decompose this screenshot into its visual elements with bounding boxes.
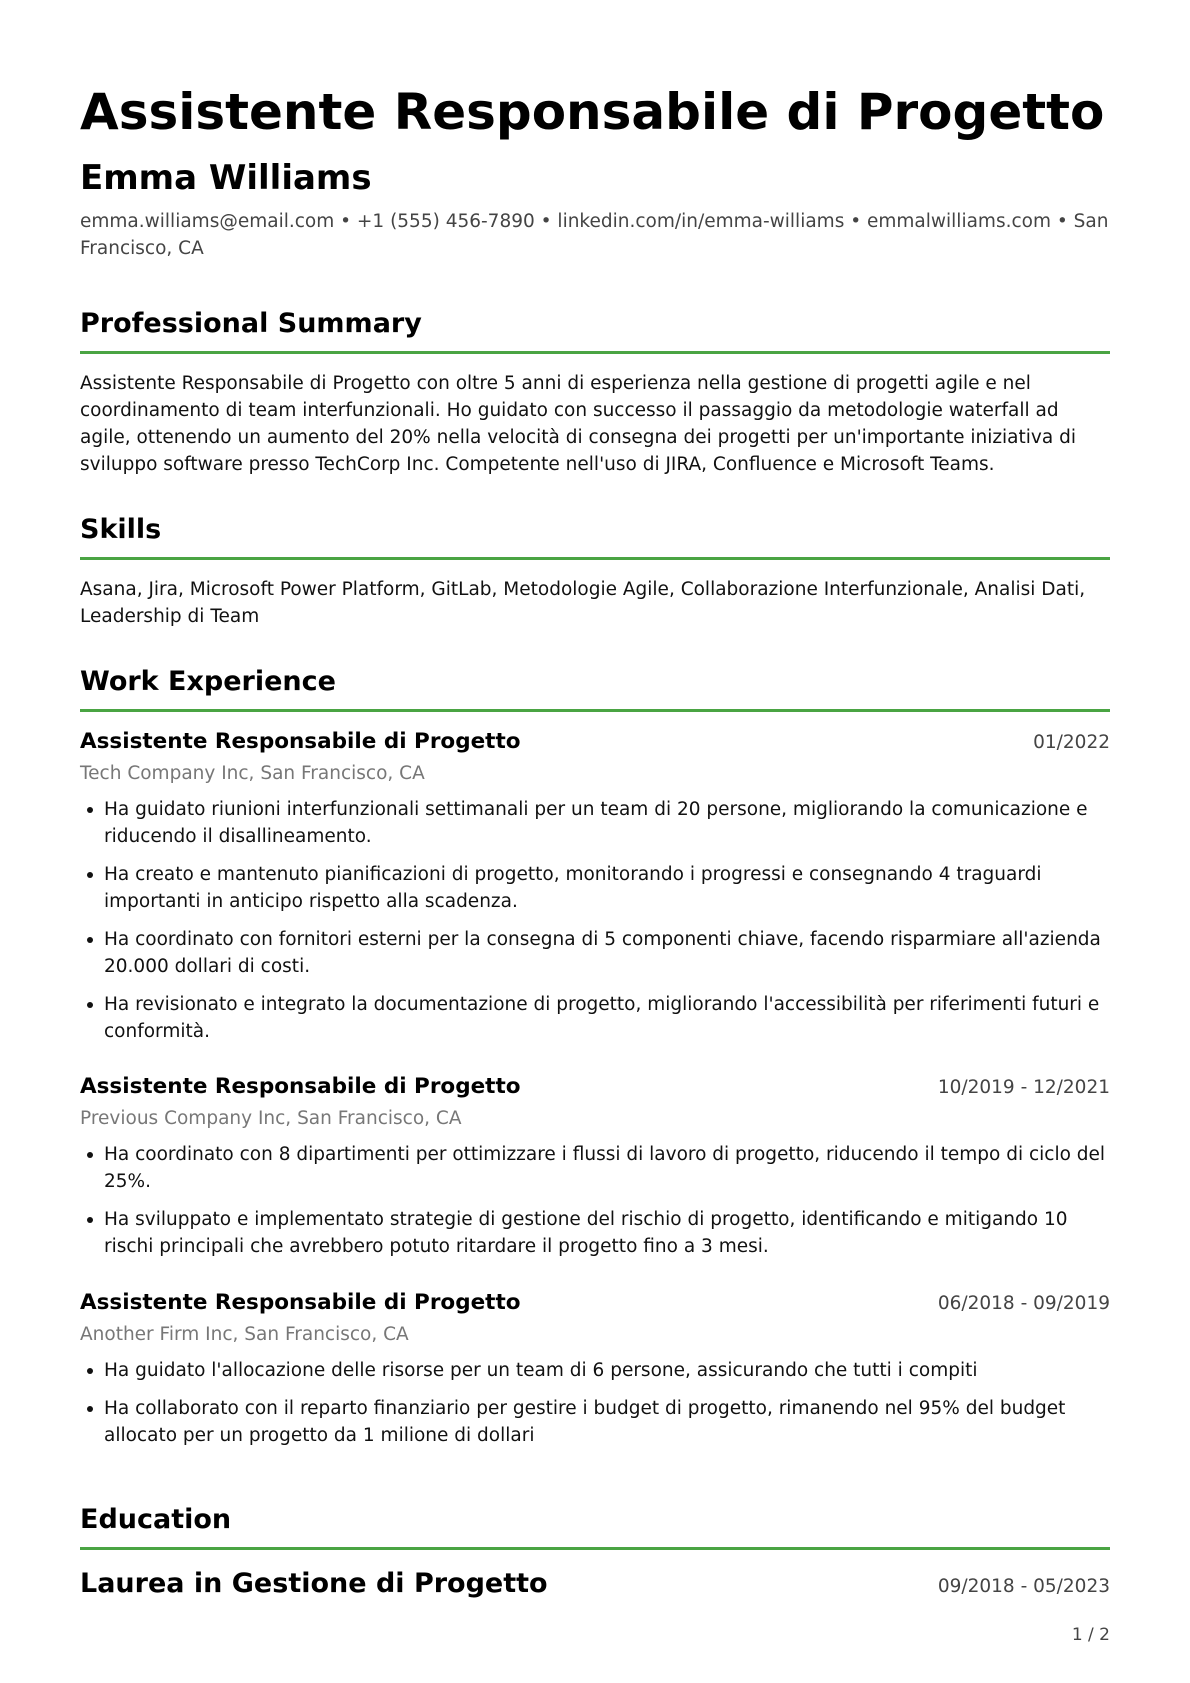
job-entry (80, 1072, 1110, 1271)
job-entry (80, 727, 1110, 1056)
bullet-item: Ha coordinato con 8 dipartimenti per ottimizzare i flussi di lavoro di progetto, riducendo il tempo di ciclo del 25%. (80, 1141, 1110, 1195)
job-title: Assistente Responsabile di Progetto (80, 729, 521, 754)
resume-title: Assistente Responsabile di Progetto (80, 83, 1105, 141)
job-date: 01/2022 (1033, 732, 1110, 753)
job-title: Assistente Responsabile di Progetto (80, 1290, 521, 1315)
education-entry (80, 1566, 1110, 1602)
page-number: 1 / 2 (1071, 1625, 1110, 1645)
bullet-item: Ha coordinato con fornitori esterni per la consegna di 5 componenti chiave, facendo risparmiare all'azienda 20.000 dollari di costi. (80, 926, 1110, 980)
education-divider (80, 1547, 1110, 1550)
summary-heading: Professional Summary (80, 308, 422, 339)
summary-section (80, 306, 1110, 478)
summary-text: Assistente Responsabile di Progetto con oltre 5 anni di esperienza nella gestione di progetti agile e nel coordinamento di team interfunzionali. Ho guidato con successo il passaggio da metodologie waterfall ad agile, ottenendo un aumento del 20% nella velocità di consegna dei progetti per un'importante iniziativa di sviluppo software presso TechCorp Inc. Competente nell'uso di JIRA, Confluence e Microsoft Teams. (80, 373, 1076, 475)
job-bullets (80, 796, 1110, 1045)
experience-heading: Work Experience (80, 666, 336, 697)
job-entry (80, 1288, 1110, 1460)
experience-section (80, 664, 1110, 712)
education-degree: Laurea in Gestione di Progetto (80, 1568, 548, 1599)
education-heading: Education (80, 1504, 232, 1535)
candidate-name: Emma Williams (80, 158, 372, 198)
summary-divider (80, 351, 1110, 354)
skills-heading: Skills (80, 514, 162, 545)
bullet-item: Ha guidato l'allocazione delle risorse per un team di 6 persone, assicurando che tutti i compiti (80, 1357, 1110, 1384)
skills-section (80, 512, 1110, 630)
job-company: Previous Company Inc, San Francisco, CA (80, 1108, 462, 1129)
bullet-item: Ha revisionato e integrato la documentazione di progetto, migliorando l'accessibilità per riferimenti futuri e conformità. (80, 991, 1110, 1045)
job-title: Assistente Responsabile di Progetto (80, 1074, 521, 1099)
experience-divider (80, 709, 1110, 712)
education-date: 09/2018 - 05/2023 (937, 1576, 1110, 1597)
job-date: 06/2018 - 09/2019 (937, 1293, 1110, 1314)
contact-info: emma.williams@email.com • +1 (555) 456-7890 • linkedin.com/in/emma-williams • emmalwilliams.com • San Francisco, CA (80, 211, 1109, 259)
bullet-item: Ha collaborato con il reparto finanziario per gestire i budget di progetto, rimanendo nel 95% del budget allocato per un progetto da 1 milione di dollari (80, 1395, 1110, 1449)
education-section (80, 1502, 1110, 1550)
bullet-item: Ha sviluppato e implementato strategie di gestione del rischio di progetto, identificando e mitigando 10 rischi principali che avrebbero potuto ritardare il progetto fino a 3 mesi. (80, 1206, 1110, 1260)
skills-divider (80, 557, 1110, 560)
job-date: 10/2019 - 12/2021 (937, 1077, 1110, 1098)
job-company: Another Firm Inc, San Francisco, CA (80, 1324, 409, 1345)
skills-text: Asana, Jira, Microsoft Power Platform, GitLab, Metodologie Agile, Collaborazione Interfunzionale, Analisi Dati, Leadership di Team (80, 579, 1086, 627)
bullet-item: Ha guidato riunioni interfunzionali settimanali per un team di 20 persone, migliorando la comunicazione e riducendo il disallineamento. (80, 796, 1110, 850)
bullet-item: Ha creato e mantenuto pianificazioni di progetto, monitorando i progressi e consegnando 4 traguardi importanti in anticipo rispetto alla scadenza. (80, 861, 1110, 915)
job-bullets (80, 1141, 1110, 1260)
job-company: Tech Company Inc, San Francisco, CA (80, 763, 425, 784)
job-bullets (80, 1357, 1110, 1449)
